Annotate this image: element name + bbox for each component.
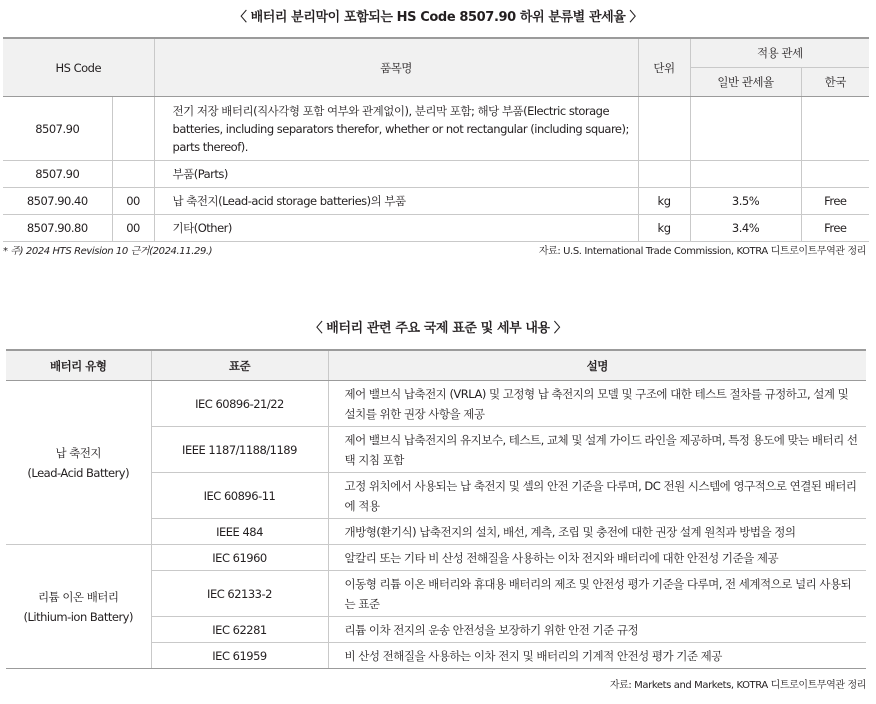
- header-applied-tariff: 적용 관세: [690, 38, 869, 68]
- sub-code-cell: [112, 161, 154, 188]
- rate-cell: 3.4%: [690, 215, 801, 242]
- korea-cell: Free: [801, 215, 869, 242]
- hs-code-cell: 8507.90.40: [3, 188, 112, 215]
- standard-cell: IEEE 1187/1188/1189: [151, 427, 328, 473]
- standard-cell: IEC 61959: [151, 643, 328, 669]
- battery-type-en: (Lithium-ion Battery): [23, 609, 133, 624]
- hs-code-cell: 8507.90.80: [3, 215, 112, 242]
- battery-standards-table: [6, 349, 866, 669]
- hs-code-tariff-table: [3, 37, 869, 242]
- hs-code-cell: 8507.90: [3, 161, 112, 188]
- rate-cell: [690, 97, 801, 161]
- battery-type-ko: 리튬 이온 배터리: [37, 589, 119, 604]
- table-row: [3, 161, 869, 188]
- korea-cell: [801, 161, 869, 188]
- unit-cell: kg: [638, 215, 690, 242]
- header-korea: 한국: [801, 68, 869, 97]
- header-hs-code: HS Code: [3, 38, 154, 97]
- item-desc-cell: 납 축전지(Lead-acid storage batteries)의 부품: [154, 188, 638, 215]
- description-cell: 개방형(환기식) 납축전지의 설치, 배선, 계측, 조립 및 충전에 대한 권장 설계 원칙과 방법을 정의: [328, 519, 866, 545]
- rate-cell: 3.5%: [690, 188, 801, 215]
- description-cell: 이동형 리튬 이온 배터리와 휴대용 배터리의 제조 및 안전성 평가 기준을 다루며, 전 세계적으로 널리 사용되는 표준: [328, 571, 866, 617]
- korea-cell: [801, 97, 869, 161]
- item-desc-cell: 부품(Parts): [154, 161, 638, 188]
- hs-code-cell: 8507.90: [3, 97, 112, 161]
- description-cell: 비 산성 전해질을 사용하는 이차 전지 및 배터리의 기계적 안전성 평가 기준 제공: [328, 643, 866, 669]
- table-row: [3, 188, 869, 215]
- table2-source: 자료: Markets and Markets, KOTRA 디트로이트무역관 정리: [609, 680, 866, 691]
- description-cell: 알칼리 또는 기타 비 산성 전해질을 사용하는 이차 전지와 배터리에 대한 안전성 기준을 제공: [328, 545, 866, 571]
- description-cell: 제어 밸브식 납축전지 (VRLA) 및 고정형 납 축전지의 모델 및 구조에 대한 테스트 절차를 규정하고, 설계 및 설치를 위한 권장 사항을 제공: [328, 381, 866, 427]
- table1-title: 〈 배터리 분리막이 포함되는 HS Code 8507.90 하위 분류별 관세율 〉: [233, 10, 643, 25]
- description-cell: 제어 밸브식 납축전지의 유지보수, 테스트, 교체 및 설계 가이드 라인을 제공하며, 특정 용도에 맞는 배터리 선택 지침 포함: [328, 427, 866, 473]
- header-standard: 표준: [151, 350, 328, 381]
- table-row: [6, 381, 866, 427]
- item-desc-cell: 전기 저장 배터리(직사각형 포함 여부와 관계없이), 분리막 포함; 해당 부품(Electric storage batteries, including separators therefor, whether or not rectangular (including square); parts thereof).: [154, 97, 638, 161]
- item-desc-cell: 기타(Other): [154, 215, 638, 242]
- header-general-rate: 일반 관세율: [690, 68, 801, 97]
- battery-type-en: (Lead-Acid Battery): [27, 465, 130, 480]
- table2-title: 〈 배터리 관련 주요 국제 표준 및 세부 내용 〉: [309, 321, 567, 336]
- unit-cell: [638, 161, 690, 188]
- header-battery-type: 배터리 유형: [6, 350, 151, 381]
- unit-cell: kg: [638, 188, 690, 215]
- sub-code-cell: 00: [112, 188, 154, 215]
- header-description: 설명: [328, 350, 866, 381]
- battery-type-cell: [6, 381, 151, 545]
- standard-cell: IEC 62281: [151, 617, 328, 643]
- battery-type-ko: 납 축전지: [55, 445, 102, 460]
- korea-cell: Free: [801, 188, 869, 215]
- standard-cell: IEC 62133-2: [151, 571, 328, 617]
- description-cell: 고정 위치에서 사용되는 납 축전지 및 셀의 안전 기준을 다루며, DC 전원 시스템에 영구적으로 연결된 배터리에 적용: [328, 473, 866, 519]
- rate-cell: [690, 161, 801, 188]
- table1-footnote: * 주) 2024 HTS Revision 10 근거(2024.11.29.): [3, 246, 213, 257]
- sub-code-cell: [112, 97, 154, 161]
- standard-cell: IEC 61960: [151, 545, 328, 571]
- header-unit: 단위: [638, 38, 690, 97]
- table-row: [3, 97, 869, 161]
- unit-cell: [638, 97, 690, 161]
- header-item-name: 품목명: [154, 38, 638, 97]
- sub-code-cell: 00: [112, 215, 154, 242]
- description-cell: 리튬 이차 전지의 운송 안전성을 보장하기 위한 안전 기준 규정: [328, 617, 866, 643]
- table1-source: 자료: U.S. International Trade Commission, KOTRA 디트로이트무역관 정리: [538, 246, 866, 257]
- battery-type-cell: [6, 545, 151, 669]
- standard-cell: IEC 60896-21/22: [151, 381, 328, 427]
- standard-cell: IEEE 484: [151, 519, 328, 545]
- table-row: [3, 215, 869, 242]
- table-row: [6, 545, 866, 571]
- standard-cell: IEC 60896-11: [151, 473, 328, 519]
